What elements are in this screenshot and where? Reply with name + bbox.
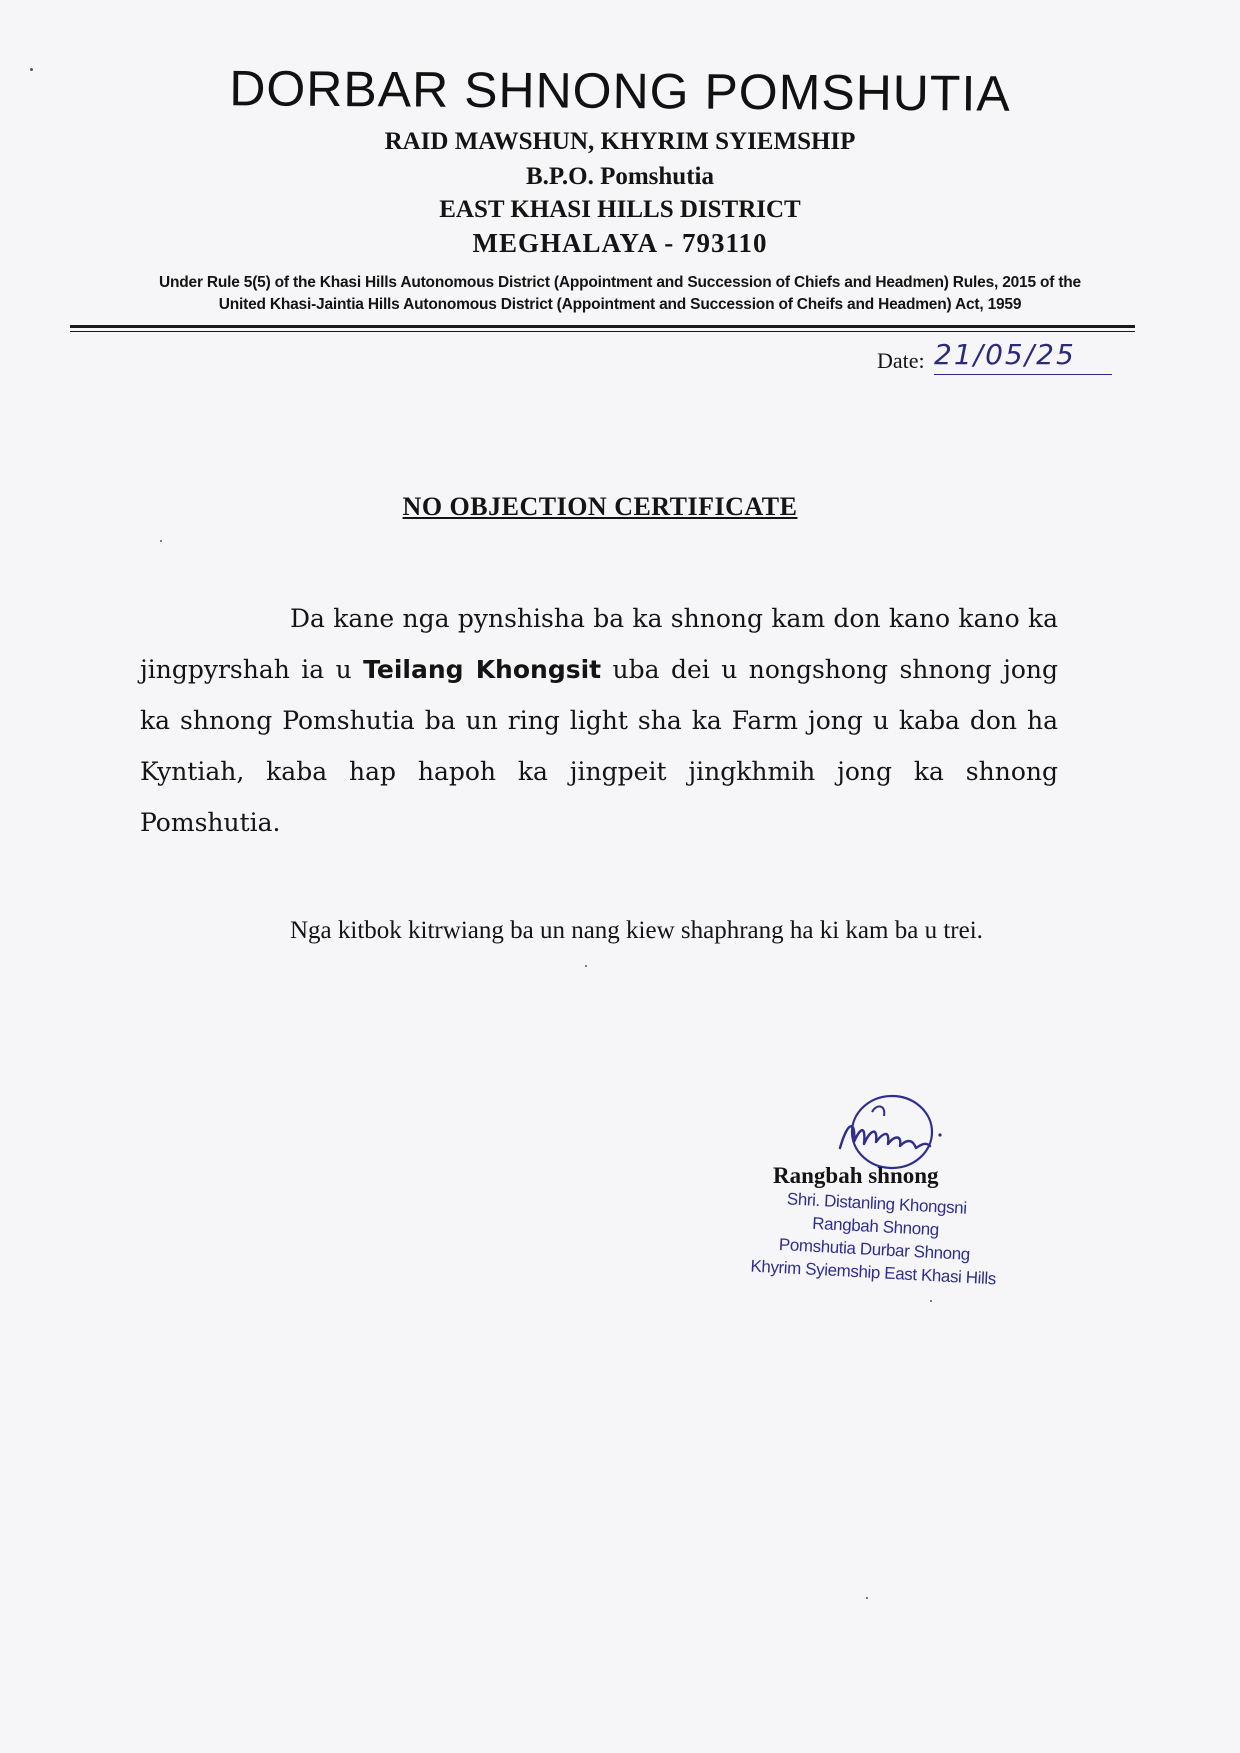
header-divider-thin <box>70 331 1135 332</box>
certificate-title: NO OBJECTION CERTIFICATE <box>402 492 798 521</box>
para1-text-start: Da kane nga pynshisha ba ka shnong kam don kano kano ka jingpyrshah ia u <box>140 604 1058 684</box>
date-label: Date: <box>877 348 925 373</box>
body-paragraph-1 <box>140 593 1058 848</box>
rule-reference-line-2: United Khasi-Jaintia Hills Autonomous District (Appointment and Succession of Cheifs and Headmen) Act, 1959 <box>218 296 1022 313</box>
paper-speck <box>30 68 33 71</box>
date-underline <box>934 374 1112 375</box>
paper-speck <box>585 965 587 967</box>
rule-reference-line-1: Under Rule 5(5) of the Khasi Hills Autonomous District (Appointment and Succession of Chiefs and Headmen) Rules, 2015 of the <box>159 274 1081 291</box>
address-line-1: RAID MAWSHUN, KHYRIM SYIEMSHIP <box>384 128 856 155</box>
stamp-line-3: Pomshutia Durbar Shnong <box>778 1234 971 1264</box>
address-line-2: B.P.O. Pomshutia <box>525 163 714 190</box>
paper-speck <box>866 1597 868 1599</box>
organization-name: DORBAR SHNONG POMSHUTIA <box>229 60 1011 122</box>
stamp-line-4: Khyrim Syiemship East Khasi Hills <box>750 1256 997 1289</box>
address-line-3: EAST KHASI HILLS DISTRICT <box>439 196 801 223</box>
body-paragraph-2: Nga kitbok kitrwiang ba un nang kiew shaphrang ha ki kam ba u trei. <box>290 917 983 944</box>
date-value: 21/05/25 <box>934 338 1076 371</box>
stamp-line-1: Shri. Distanling Khongsni <box>786 1189 968 1218</box>
stamp-line-2: Rangbah Shnong <box>811 1213 940 1240</box>
address-line-4: MEGHALAYA - 793110 <box>472 228 768 258</box>
official-stamp <box>738 1185 1012 1291</box>
header-divider <box>70 325 1135 328</box>
applicant-name: Teilang Khongsit <box>363 655 602 684</box>
para1-text-end: uba dei u nongshong shnong jong ka shnong Pomshutia ba un ring light sha ka Farm jong u kaba don ha Kyntiah, kaba hap hapoh ka jingpeit jingkhmih jong ka shnong Pomshutia. <box>140 655 1058 837</box>
signatory-role: Rangbah shnong <box>773 1163 939 1188</box>
paper-speck <box>160 540 162 542</box>
paper-speck <box>930 1300 932 1302</box>
